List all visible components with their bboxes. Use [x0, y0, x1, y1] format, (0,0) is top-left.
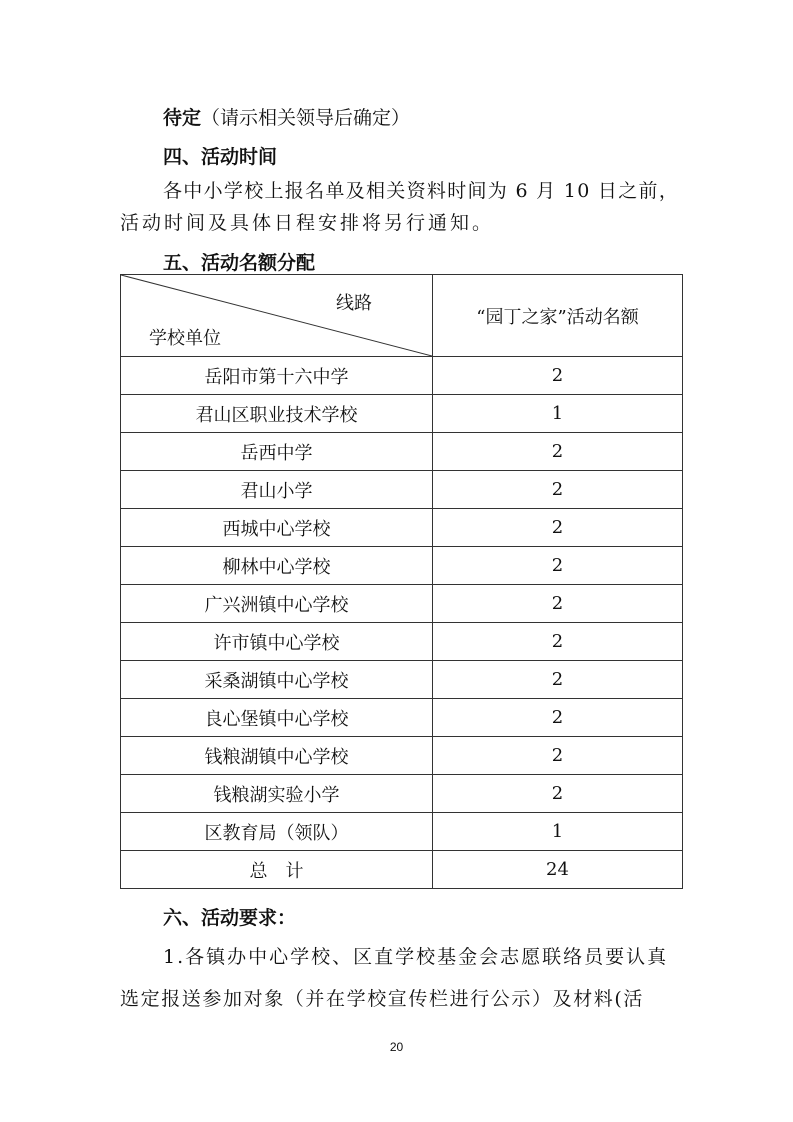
diagonal-header-cell	[121, 275, 433, 357]
quota-table	[120, 274, 683, 889]
school-cell: 广兴洲镇中心学校	[121, 585, 433, 623]
school-cell: 总 计	[121, 851, 433, 889]
paragraph-time-line1: 各中小学校上报名单及相关资料时间为 6 月 10 日之前，	[163, 180, 680, 202]
table-row	[121, 357, 683, 395]
quota-cell: 2	[433, 547, 683, 585]
quota-cell: 2	[433, 623, 683, 661]
school-cell: 岳阳市第十六中学	[121, 357, 433, 395]
header-route: 线路	[336, 293, 372, 314]
table-row	[121, 585, 683, 623]
quota-cell: 2	[433, 775, 683, 813]
quota-cell: 2	[433, 737, 683, 775]
table-row	[121, 471, 683, 509]
table-row	[121, 509, 683, 547]
school-cell: 钱粮湖镇中心学校	[121, 737, 433, 775]
table-row	[121, 623, 683, 661]
school-cell: 区教育局（领队）	[121, 813, 433, 851]
school-cell: 钱粮湖实验小学	[121, 775, 433, 813]
table-row	[121, 547, 683, 585]
table-row	[121, 737, 683, 775]
paragraph-req-line1: 1.各镇办中心学校、区直学校基金会志愿联络员要认真	[163, 946, 669, 968]
heading-activity-time: 四、活动时间	[163, 146, 278, 168]
table-row	[121, 661, 683, 699]
quota-cell: 2	[433, 661, 683, 699]
paragraph-time-line2: 活动时间及具体日程安排将另行通知。	[120, 212, 495, 234]
quota-cell: 1	[433, 813, 683, 851]
table-row	[121, 395, 683, 433]
header-quota: “园丁之家”活动名额	[433, 275, 683, 357]
school-cell: 良心堡镇中心学校	[121, 699, 433, 737]
table-row	[121, 813, 683, 851]
school-cell: 许市镇中心学校	[121, 623, 433, 661]
school-cell: 采桑湖镇中心学校	[121, 661, 433, 699]
pending-label: 待定	[163, 107, 202, 129]
quota-cell: 2	[433, 699, 683, 737]
paragraph-req-line2: 选定报送参加对象（并在学校宣传栏进行公示）及材料(活	[120, 988, 645, 1010]
school-cell: 岳西中学	[121, 433, 433, 471]
school-cell: 柳林中心学校	[121, 547, 433, 585]
table-row	[121, 851, 683, 889]
quota-cell: 1	[433, 395, 683, 433]
quota-cell: 2	[433, 509, 683, 547]
school-cell: 君山区职业技术学校	[121, 395, 433, 433]
quota-cell: 2	[433, 357, 683, 395]
header-school: 学校单位	[149, 328, 221, 349]
school-cell: 西城中心学校	[121, 509, 433, 547]
school-cell: 君山小学	[121, 471, 433, 509]
heading-requirements: 六、活动要求：	[163, 907, 297, 929]
heading-quota: 五、活动名额分配	[163, 252, 316, 274]
quota-cell: 2	[433, 585, 683, 623]
quota-cell: 2	[433, 433, 683, 471]
quota-cell: 24	[433, 851, 683, 889]
table-row	[121, 699, 683, 737]
table-row	[121, 775, 683, 813]
table-header-row	[121, 275, 683, 357]
page-number: 20	[389, 1040, 404, 1054]
paragraph-pending	[163, 103, 410, 130]
pending-note: （请示相关领导后确定）	[201, 107, 411, 129]
table-row	[121, 433, 683, 471]
quota-cell: 2	[433, 471, 683, 509]
